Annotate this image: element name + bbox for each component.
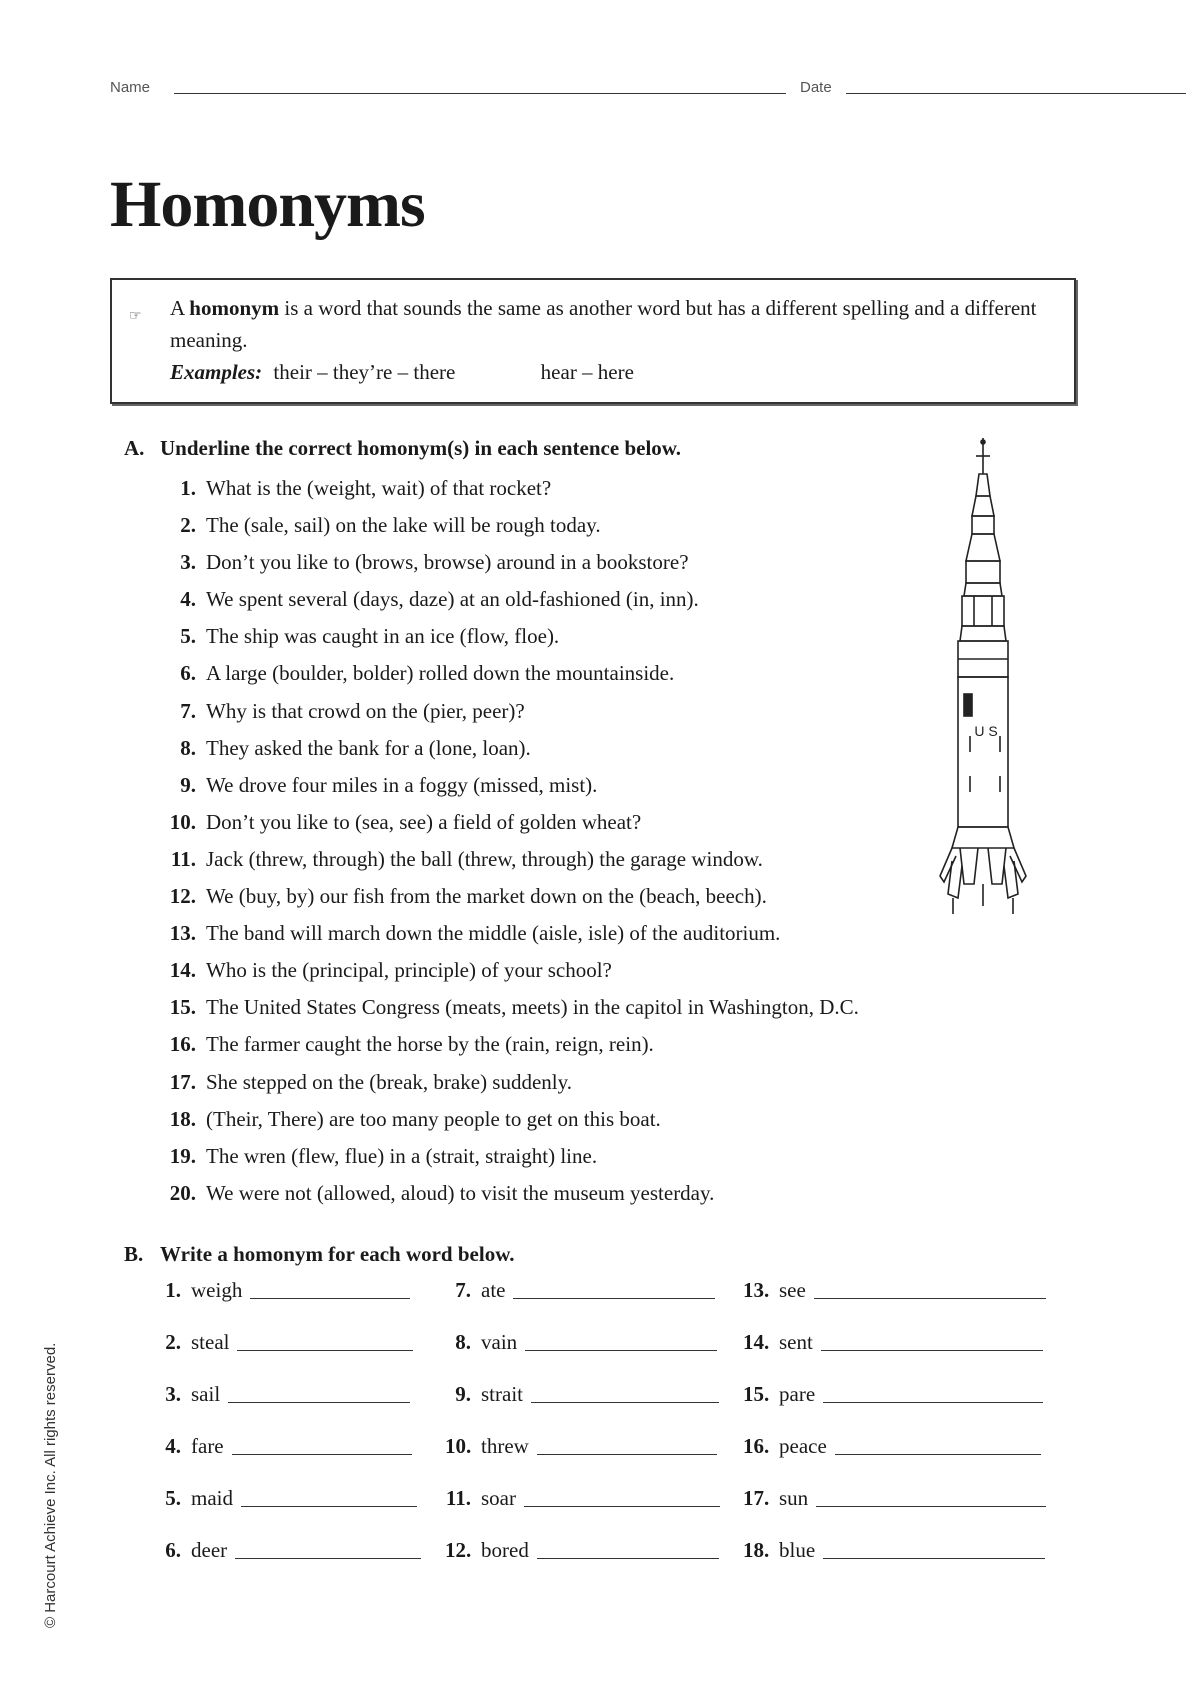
list-item [743, 1428, 1041, 1464]
item-number: 15. [169, 995, 196, 1020]
list-item [160, 693, 960, 730]
item-number: 4. [165, 1434, 181, 1458]
item-number: 9. [180, 772, 196, 797]
item-number: 1. [165, 1278, 181, 1302]
answer-blank[interactable] [823, 1558, 1045, 1559]
list-item [445, 1324, 717, 1360]
answer-blank[interactable] [823, 1402, 1043, 1403]
answer-blank[interactable] [232, 1454, 412, 1455]
list-item [743, 1272, 1046, 1308]
answer-blank[interactable] [537, 1454, 717, 1455]
item-number: 15. [743, 1382, 770, 1406]
item-number: 10. [445, 1434, 472, 1458]
section-a-letter: A. [124, 436, 145, 460]
list-item [160, 989, 960, 1026]
list-item [160, 878, 960, 915]
sentence[interactable]: They asked the bank for a (lone, loan). [206, 735, 531, 760]
item-number: 6. [165, 1538, 181, 1562]
list-item [155, 1376, 410, 1412]
answer-blank[interactable] [816, 1506, 1046, 1507]
list-item [160, 1101, 960, 1138]
list-item [445, 1532, 719, 1568]
list-item [160, 1064, 960, 1101]
answer-blank[interactable] [525, 1350, 717, 1351]
item-number: 13. [743, 1278, 770, 1302]
sentence[interactable]: We spent several (days, daze) at an old-fashioned (in, inn). [206, 587, 699, 612]
word: strait [481, 1382, 523, 1406]
sentence[interactable]: Who is the (principal, principle) of your school? [206, 958, 612, 983]
item-number: 17. [743, 1486, 770, 1510]
sentence[interactable]: The farmer caught the horse by the (rain, reign, rein). [206, 1032, 654, 1057]
word: sun [779, 1486, 809, 1510]
list-item [160, 1138, 960, 1175]
list-item [743, 1324, 1043, 1360]
sentence[interactable]: She stepped on the (break, brake) suddenly. [206, 1069, 573, 1094]
word: bored [481, 1538, 529, 1562]
list-item [445, 1272, 715, 1308]
list-item [445, 1480, 720, 1516]
list-item [160, 804, 960, 841]
sentence[interactable]: What is the (weight, wait) of that rocket? [206, 476, 552, 500]
sentence[interactable]: Don’t you like to (sea, see) a field of golden wheat? [206, 809, 642, 834]
item-number: 3. [180, 550, 196, 575]
word: pare [779, 1382, 816, 1406]
definition-body: is a word that sounds the same as another word but has a different spelling and a different meaning. [170, 296, 1037, 352]
date-field[interactable] [846, 93, 1186, 94]
sentence[interactable]: The wren (flew, flue) in a (strait, straight) line. [206, 1143, 598, 1168]
item-number: 4. [180, 587, 196, 612]
answer-blank[interactable] [513, 1298, 715, 1299]
item-number: 1. [180, 476, 196, 500]
section-a-heading [124, 436, 681, 461]
item-number: 19. [169, 1143, 196, 1168]
word: see [779, 1278, 806, 1302]
word: sail [191, 1382, 221, 1406]
item-number: 18. [169, 1106, 196, 1131]
answer-blank[interactable] [537, 1558, 719, 1559]
name-label: Name [110, 79, 151, 96]
sentence[interactable]: The ship was caught in an ice (flow, floe). [206, 624, 560, 649]
list-item [155, 1532, 421, 1568]
list-item [445, 1376, 719, 1412]
list-item [743, 1480, 1046, 1516]
item-number: 7. [180, 698, 196, 723]
word: fare [191, 1434, 224, 1458]
sentence[interactable]: The United States Congress (meats, meets) in the capitol in Washington, D.C. [206, 995, 859, 1020]
list-item [155, 1272, 410, 1308]
list-item [445, 1428, 717, 1464]
definition-article: A [170, 296, 185, 320]
item-number: 8. [455, 1330, 471, 1354]
name-field[interactable] [174, 93, 786, 94]
section-a-list [160, 470, 960, 1212]
answer-blank[interactable] [237, 1350, 413, 1351]
name-date-header [110, 74, 1078, 100]
list-item [160, 655, 960, 692]
list-item [160, 952, 960, 989]
list-item [160, 581, 960, 618]
example-item: hear – here [540, 360, 634, 384]
item-number: 17. [169, 1069, 196, 1094]
answer-blank[interactable] [250, 1298, 410, 1299]
item-number: 11. [445, 1486, 471, 1510]
section-b-instructions: Write a homonym for each word below. [160, 1242, 515, 1266]
word: soar [481, 1486, 516, 1510]
word: threw [481, 1434, 529, 1458]
item-number: 2. [180, 513, 196, 538]
list-item [743, 1532, 1045, 1568]
word: peace [779, 1434, 827, 1458]
word: blue [779, 1538, 816, 1562]
list-item [155, 1428, 412, 1464]
sentence[interactable]: We were not (allowed, aloud) to visit the museum yesterday. [206, 1180, 715, 1205]
rocket-label: U S [974, 723, 998, 739]
section-b-letter: B. [124, 1242, 144, 1266]
answer-blank[interactable] [821, 1350, 1043, 1351]
examples-label: Examples: [170, 360, 263, 384]
item-number: 16. [743, 1434, 770, 1458]
list-item [160, 1026, 960, 1063]
definition-term: homonym [189, 296, 280, 320]
answer-blank[interactable] [531, 1402, 719, 1403]
item-number: 3. [165, 1382, 181, 1406]
item-number: 13. [169, 921, 196, 946]
example-item: their – they’re – there [273, 360, 456, 384]
examples-line [170, 356, 1056, 388]
answer-blank[interactable] [241, 1506, 417, 1507]
sentence[interactable]: The band will march down the middle (aisle, isle) of the auditorium. [206, 921, 781, 946]
list-item [160, 915, 960, 952]
answer-blank[interactable] [835, 1454, 1041, 1455]
word: steal [191, 1330, 230, 1354]
sentence[interactable]: We drove four miles in a foggy (missed, mist). [206, 772, 598, 797]
list-item [160, 544, 960, 581]
sentence[interactable]: Don’t you like to (brows, browse) around in a bookstore? [206, 550, 689, 575]
answer-blank[interactable] [814, 1298, 1046, 1299]
answer-blank[interactable] [235, 1558, 421, 1559]
section-a-instructions: Underline the correct homonym(s) in each sentence below. [160, 436, 682, 460]
item-number: 12. [169, 884, 196, 909]
list-item [155, 1324, 413, 1360]
word: maid [191, 1486, 233, 1510]
date-label: Date [800, 79, 832, 96]
item-number: 5. [180, 624, 196, 649]
item-number: 8. [180, 735, 196, 760]
word: ate [481, 1278, 506, 1302]
sentence[interactable]: Why is that crowd on the (pier, peer)? [206, 698, 525, 723]
definition-text [170, 292, 1056, 356]
list-item [155, 1480, 417, 1516]
item-number: 2. [165, 1330, 181, 1354]
item-number: 7. [455, 1278, 471, 1302]
sentence[interactable]: Jack (threw, through) the ball (threw, through) the garage window. [206, 846, 763, 871]
list-item [160, 1175, 960, 1212]
sentence[interactable]: We (buy, by) our fish from the market down on the (beach, beech). [206, 884, 767, 909]
item-number: 11. [170, 846, 196, 871]
item-number: 14. [743, 1330, 770, 1354]
word: weigh [191, 1278, 243, 1302]
item-number: 16. [169, 1032, 196, 1057]
answer-blank[interactable] [524, 1506, 720, 1507]
word: sent [779, 1330, 813, 1354]
list-item [160, 470, 960, 507]
list-item [160, 767, 960, 804]
item-number: 9. [455, 1382, 471, 1406]
rocket-illustration [930, 436, 1036, 936]
section-b-heading [124, 1242, 514, 1267]
sentence[interactable]: (Their, There) are too many people to get on this boat. [206, 1106, 661, 1131]
list-item [160, 841, 960, 878]
item-number: 5. [165, 1486, 181, 1510]
sentence[interactable]: A large (boulder, bolder) rolled down the mountainside. [206, 661, 675, 686]
word: deer [191, 1538, 228, 1562]
list-item [160, 507, 960, 544]
list-item [160, 618, 960, 655]
list-item [743, 1376, 1043, 1412]
page-title: Homonyms [110, 168, 425, 241]
answer-blank[interactable] [228, 1402, 410, 1403]
definition-box [110, 278, 1076, 404]
item-number: 18. [743, 1538, 770, 1562]
item-number: 20. [169, 1180, 196, 1205]
item-number: 6. [180, 661, 196, 686]
item-number: 14. [169, 958, 196, 983]
item-number: 10. [169, 809, 196, 834]
list-item [160, 730, 960, 767]
item-number: 12. [445, 1538, 472, 1562]
pointing-hand-icon: ☞ [129, 308, 142, 324]
word: vain [481, 1330, 518, 1354]
sentence[interactable]: The (sale, sail) on the lake will be rough today. [206, 513, 601, 538]
copyright-notice: © Harcourt Achieve Inc. All rights reserved. [42, 1342, 59, 1628]
